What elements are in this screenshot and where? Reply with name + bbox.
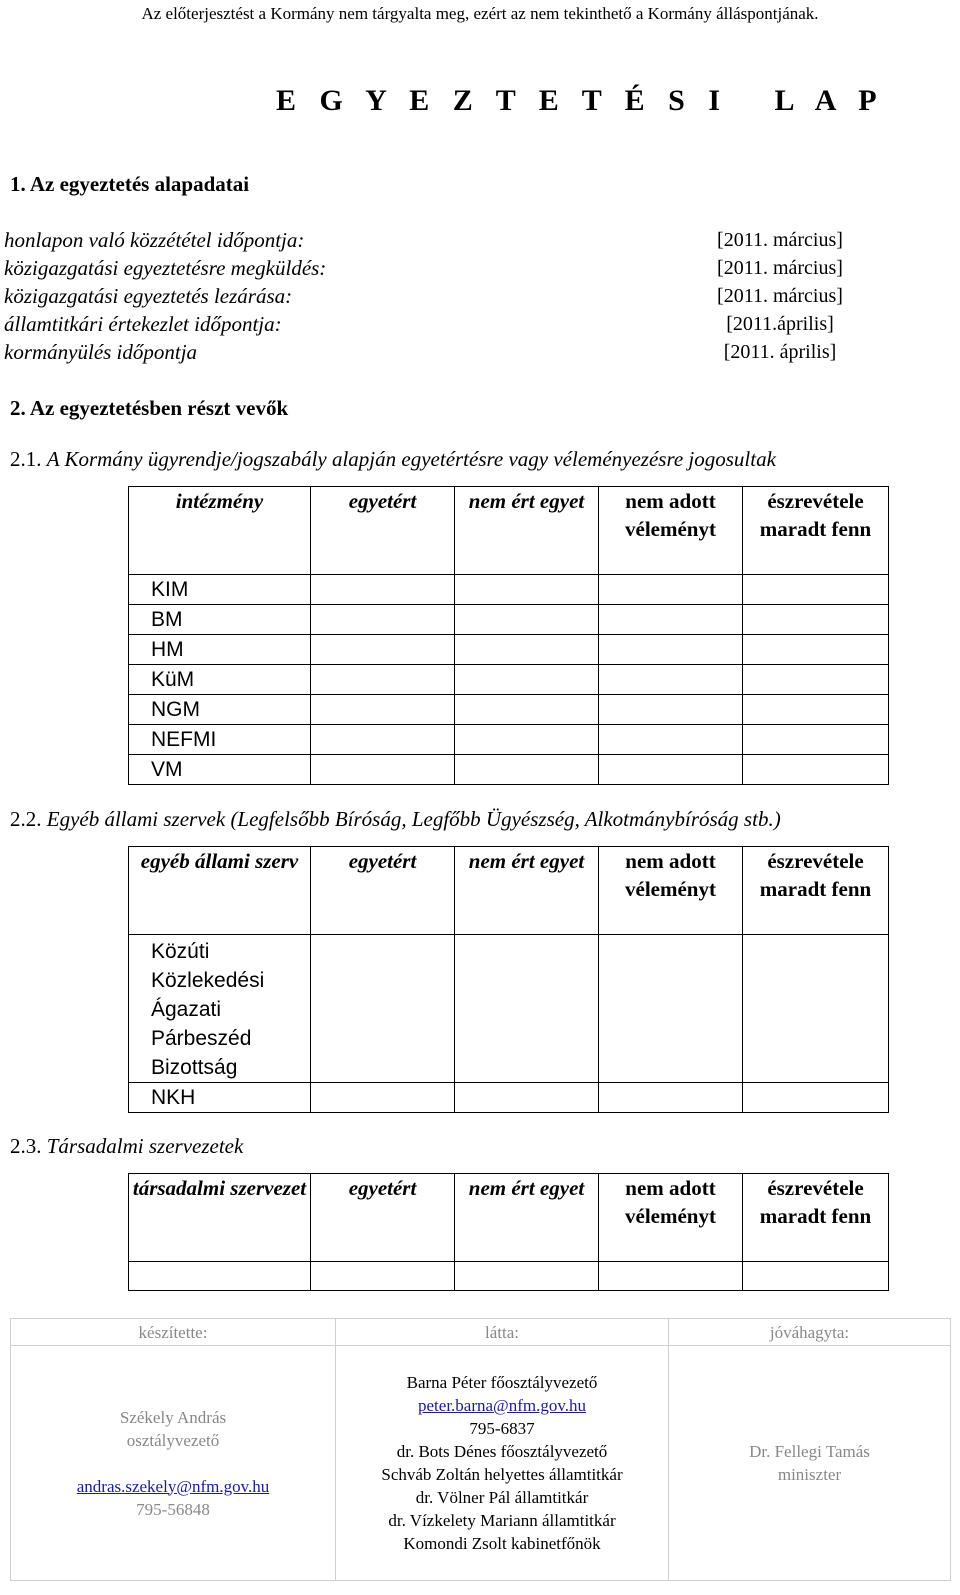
col-header-no-opinion: nem adott véleményt — [599, 847, 743, 935]
preparer-phone: 795-56848 — [136, 1499, 210, 1519]
table-cell — [599, 1262, 743, 1291]
table-cell — [311, 935, 455, 1083]
table-row-label: NGM — [129, 695, 311, 725]
col-header-other-body: egyéb állami szerv — [129, 847, 311, 935]
table-row-label: KIM — [129, 575, 311, 605]
table-cell — [743, 695, 889, 725]
table-cell — [599, 605, 743, 635]
col-header-agrees: egyetért — [311, 1174, 455, 1262]
table-cell — [743, 635, 889, 665]
approver-role: miniszter — [777, 1465, 842, 1484]
subsection-2-3-heading — [10, 1134, 243, 1159]
table-cell — [455, 635, 599, 665]
table-cell — [455, 605, 599, 635]
col-header-social-org: társadalmi szervezet — [129, 1174, 311, 1262]
subsection-2-1-number: 2.1. — [10, 447, 42, 471]
date-value-2: [2011. március] — [717, 257, 843, 279]
table-cell — [311, 1262, 455, 1291]
table-cell — [599, 725, 743, 755]
reviewer-line: Komondi Zsolt kabinetfőnök — [403, 1534, 601, 1553]
col-header-agrees: egyetért — [311, 847, 455, 935]
disclaimer-banner: Az előterjesztést a Kormány nem tárgyalta meg, ezért az nem tekinthető a Kormány álláspontjának. — [141, 4, 819, 23]
reviewer-email-link[interactable]: peter.barna@nfm.gov.hu — [418, 1396, 586, 1415]
table-cell — [743, 575, 889, 605]
table-row-label: Közúti Közlekedési Ágazati Párbeszéd Bizottság — [129, 935, 311, 1083]
table-row-label: BM — [129, 605, 311, 635]
date-label-4: államtitkári értekezlet időpontja: — [4, 312, 282, 336]
prepared-by-cell — [11, 1346, 336, 1581]
table-cell — [455, 935, 599, 1083]
reviewer-line: dr. Völner Pál államtitkár — [415, 1488, 589, 1507]
table-cell — [743, 605, 889, 635]
table-row-label: KüM — [129, 665, 311, 695]
table-cell — [311, 755, 455, 785]
table-row-label: HM — [129, 635, 311, 665]
preparer-email-link[interactable]: andras.szekely@nfm.gov.hu — [76, 1476, 270, 1496]
preparer-name: Székely András — [119, 1407, 227, 1427]
section-2-heading: 2. Az egyeztetésben részt vevők — [10, 396, 289, 420]
seen-by-cell — [336, 1346, 669, 1581]
date-value-3: [2011. március] — [717, 285, 843, 307]
header-seen-by: látta: — [336, 1319, 669, 1346]
preparer-role: osztályvezető — [126, 1430, 220, 1450]
reviewer-line: dr. Vízkelety Mariann államtitkár — [388, 1511, 616, 1530]
table-cell — [743, 725, 889, 755]
date-label-2: közigazgatási egyeztetésre megküldés: — [4, 256, 327, 280]
date-value-1: [2011. március] — [717, 229, 843, 251]
table-cell — [599, 635, 743, 665]
date-label-5: kormányülés időpontja — [4, 340, 198, 364]
subsection-2-2-title: Egyéb állami szervek (Legfelsőbb Bíróság, Legfőbb Ügyészség, Alkotmánybíróság stb.) — [46, 807, 781, 831]
subsection-2-1-heading — [10, 447, 776, 472]
table-2-3 — [128, 1173, 889, 1291]
header-approved-by: jóváhagyta: — [669, 1319, 951, 1346]
table-cell — [599, 1083, 743, 1113]
subsection-2-1-title: A Kormány ügyrendje/jogszabály alapján egyetértésre vagy véleményezésre jogosultak — [46, 447, 776, 471]
col-header-disagrees: nem ért egyet — [455, 487, 599, 575]
page-title: E G Y E Z T E T É S I L A P — [276, 84, 885, 117]
col-header-disagrees: nem ért egyet — [455, 1174, 599, 1262]
col-header-disagrees: nem ért egyet — [455, 847, 599, 935]
date-value-4: [2011.április] — [726, 313, 834, 335]
col-header-remarks-remain: észrevétele maradt fenn — [743, 847, 889, 935]
table-cell — [455, 665, 599, 695]
table-cell — [311, 695, 455, 725]
table-cell — [599, 935, 743, 1083]
table-cell — [311, 635, 455, 665]
approver-name: Dr. Fellegi Tamás — [749, 1442, 870, 1461]
reviewer-primary: Barna Péter főosztályvezető — [406, 1373, 598, 1392]
subsection-2-2-heading — [10, 807, 781, 832]
reviewer-line: Schváb Zoltán helyettes államtitkár — [381, 1465, 623, 1484]
col-header-remarks-remain: észrevétele maradt fenn — [743, 487, 889, 575]
table-cell — [311, 725, 455, 755]
reviewer-line: dr. Bots Dénes főosztályvezető — [396, 1442, 608, 1461]
table-cell — [311, 1083, 455, 1113]
table-cell — [743, 1262, 889, 1291]
table-cell — [743, 935, 889, 1083]
reviewer-phone: 795-6837 — [469, 1419, 535, 1438]
table-row-label: NEFMI — [129, 725, 311, 755]
approved-by-cell — [669, 1346, 951, 1581]
table-2-2 — [128, 846, 889, 1113]
table-cell — [129, 1262, 311, 1291]
table-cell — [311, 605, 455, 635]
table-cell — [455, 725, 599, 755]
table-cell — [455, 1083, 599, 1113]
col-header-no-opinion: nem adott véleményt — [599, 487, 743, 575]
table-cell — [455, 575, 599, 605]
subsection-2-3-title: Társadalmi szervezetek — [46, 1134, 244, 1158]
date-label-1: honlapon való közzététel időpontja: — [4, 228, 305, 252]
date-label-3: közigazgatási egyeztetés lezárása: — [4, 284, 293, 308]
table-cell — [455, 1262, 599, 1291]
header-prepared-by: készítette: — [11, 1319, 336, 1346]
table-cell — [455, 755, 599, 785]
table-row-label: NKH — [129, 1083, 311, 1113]
table-cell — [599, 665, 743, 695]
subsection-2-2-number: 2.2. — [10, 807, 42, 831]
table-cell — [743, 665, 889, 695]
table-cell — [599, 755, 743, 785]
col-header-agrees: egyetért — [311, 487, 455, 575]
table-cell — [743, 1083, 889, 1113]
table-2-1 — [128, 486, 889, 785]
col-header-institution: intézmény — [129, 487, 311, 575]
section-1-heading: 1. Az egyeztetés alapadatai — [10, 172, 250, 196]
table-cell — [599, 695, 743, 725]
table-cell — [311, 575, 455, 605]
table-row-label: VM — [129, 755, 311, 785]
subsection-2-3-number: 2.3. — [10, 1134, 42, 1158]
col-header-remarks-remain: észrevétele maradt fenn — [743, 1174, 889, 1262]
col-header-no-opinion: nem adott véleményt — [599, 1174, 743, 1262]
table-cell — [743, 755, 889, 785]
date-value-5: [2011. április] — [723, 341, 837, 363]
table-cell — [599, 575, 743, 605]
table-cell — [311, 665, 455, 695]
table-cell — [455, 695, 599, 725]
approval-table — [10, 1318, 951, 1581]
